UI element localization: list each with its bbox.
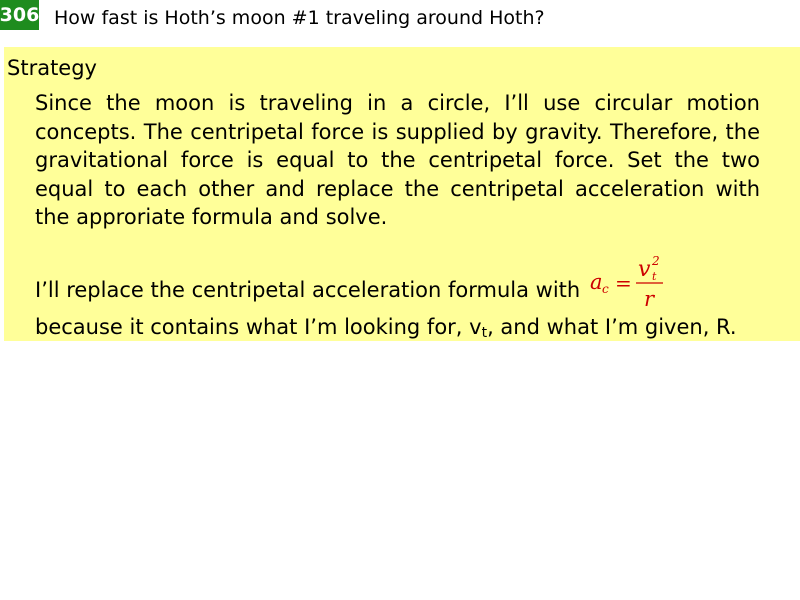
- slide-title: How fast is Hoth’s moon #1 traveling around Hoth?: [54, 7, 545, 29]
- formula-denominator: r: [644, 287, 655, 311]
- formula-numerator-sup: 2: [652, 254, 660, 268]
- reason-subscript: t: [481, 325, 488, 341]
- formula-numerator-sub: t: [652, 270, 657, 283]
- centripetal-acceleration-formula: [584, 250, 674, 316]
- formula-intro-line: I’ll replace the centripetal acceleration formula with: [35, 278, 581, 302]
- formula-lhs: a: [590, 270, 603, 294]
- formula-lhs-sub: c: [602, 282, 609, 296]
- formula-svg: [584, 250, 674, 316]
- reason-prefix: because it contains what I’m looking for, v: [35, 315, 482, 339]
- strategy-heading: Strategy: [7, 56, 97, 80]
- formula-reason-line: [35, 314, 737, 346]
- formula-numerator: v: [638, 257, 651, 282]
- reason-suffix: , and what I’m given, R.: [487, 315, 737, 339]
- strategy-panel: [4, 47, 800, 341]
- strategy-paragraph: Since the moon is traveling in a circle, I’ll use circular motion concepts. The centripetal force is supplied by gravity. Therefore, the gravitational force is equal to the centripetal force. Set the two equal to each other and replace the centripetal acceleration with the approriate formula and solve.: [35, 91, 760, 230]
- formula-equals: =: [615, 271, 632, 295]
- slide-number: 306: [0, 4, 40, 26]
- slide-number-badge: [0, 0, 39, 30]
